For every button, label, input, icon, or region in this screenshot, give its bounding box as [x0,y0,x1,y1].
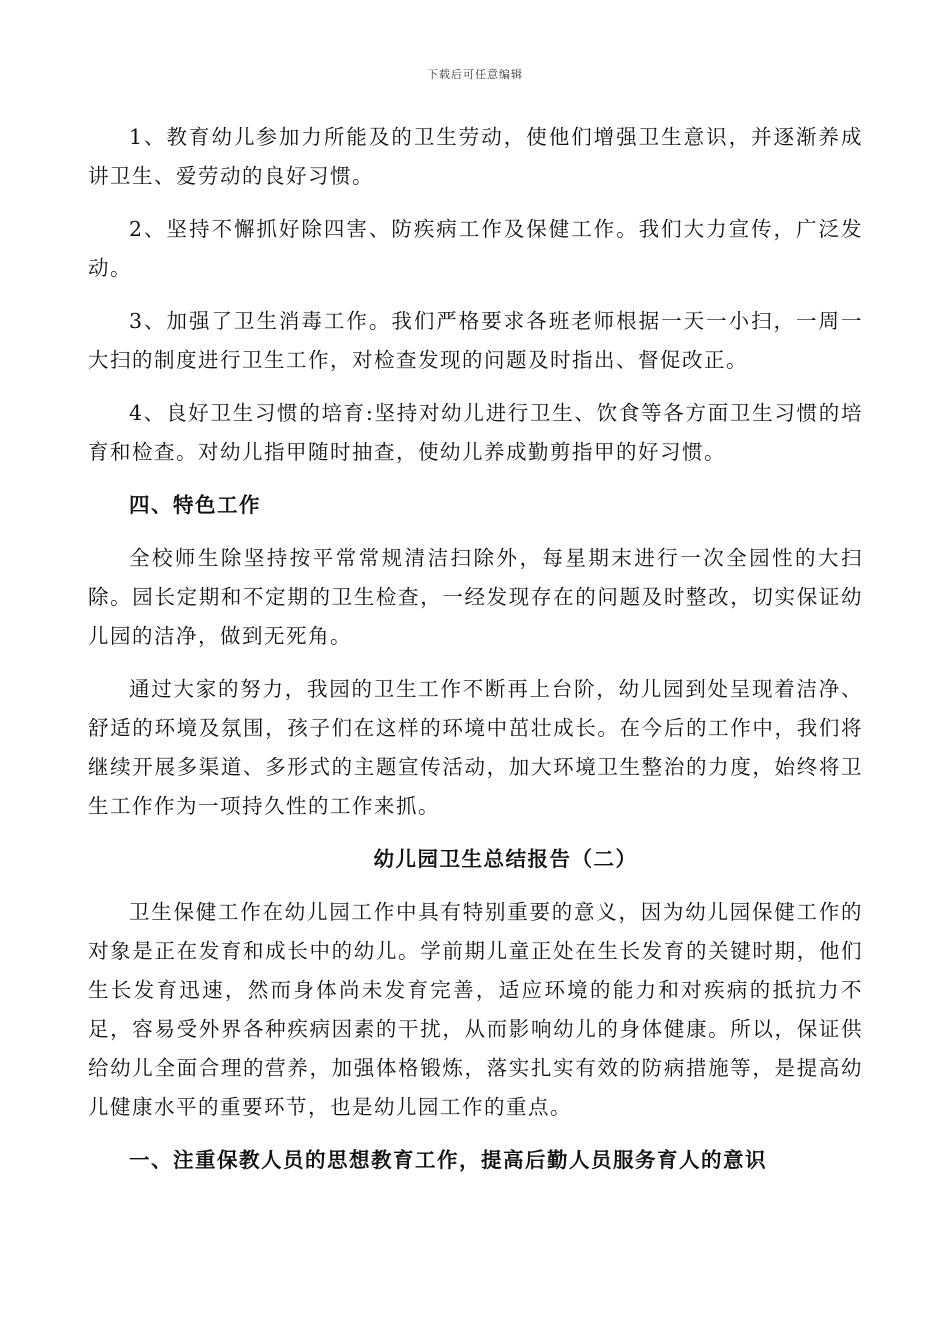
paragraph-1: 1、教育幼儿参加力所能及的卫生劳动，使他们增强卫生意识，并逐渐养成讲卫生、爱劳动的良好习惯。 [88,125,863,188]
paragraph-3: 3、加强了卫生消毒工作。我们严格要求各班老师根据一天一小扫，一周一大扫的制度进行卫生工作，对检查发现的问题及时指出、督促改正。 [88,309,863,372]
page-header-note: 下载后可任意编辑 [427,68,523,81]
paragraph-7: 卫生保健工作在幼儿园工作中具有特别重要的意义，因为幼儿园保健工作的对象是正在发育和成长中的幼儿。学前期儿童正处在生长发育的关键时期，他们生长发育迅速，然而身体尚未发育完善，适应环境的能力和对疾病的抵抗力不足，容易受外界各种疾病因素的干扰，从而影响幼儿的身体健康。所以，保证供给幼儿全面合理的营养，加强体格锻炼，落实扎实有效的防病措施等，是提高幼儿健康水平的重要环节，也是幼儿园工作的重点。 [88,900,863,1119]
section-heading-1: 一、注重保教人员的思想教育工作，提高后勤人员服务育人的意识 [129,1148,767,1172]
paragraph-4: 4、良好卫生习惯的培育:坚持对幼儿进行卫生、饮食等各方面卫生习惯的培育和检查。对幼儿指甲随时抽查，使幼儿养成勤剪指甲的好习惯。 [88,401,863,464]
document-body [88,118,863,1194]
report-title-2: 幼儿园卫生总结报告（二） [373,847,638,871]
paragraph-2: 2、坚持不懈抓好除四害、防疾病工作及保健工作。我们大力宣传，广泛发动。 [88,217,863,280]
paragraph-6: 通过大家的努力，我园的卫生工作不断再上台阶，幼儿园到处呈现着洁净、舒适的环境及氛围，孩子们在这样的环境中茁壮成长。在今后的工作中，我们将继续开展多渠道、多形式的主题宣传活动，加大环境卫生整治的力度，始终将卫生工作作为一项持久性的工作来抓。 [88,677,863,818]
section-heading-4: 四、特色工作 [129,493,261,517]
paragraph-5: 全校师生除坚持按平常常规清洁扫除外，每星期末进行一次全园性的大扫除。园长定期和不定期的卫生检查，一经发现存在的问题及时整改，切实保证幼儿园的洁净，做到无死角。 [88,546,863,648]
